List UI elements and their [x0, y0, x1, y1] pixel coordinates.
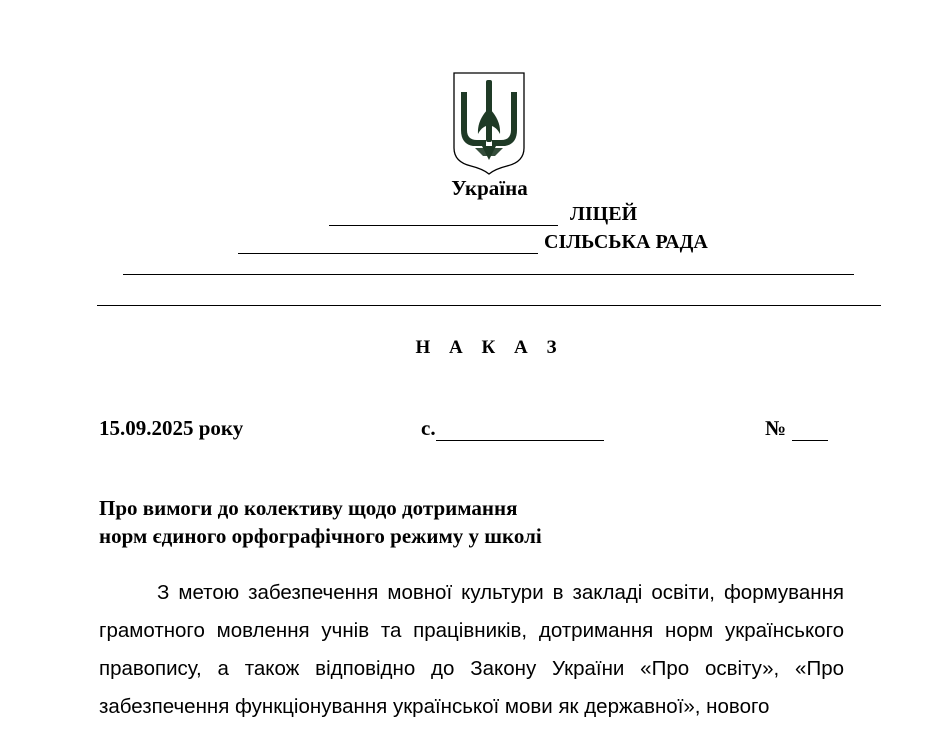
lyceum-label: ЛІЦЕЙ	[570, 203, 638, 225]
number-prefix: №	[765, 416, 787, 440]
order-body	[99, 574, 844, 726]
place-prefix: с.	[421, 416, 436, 440]
council-line	[238, 231, 708, 254]
coat-of-arms-icon	[451, 70, 527, 175]
country-name: Україна	[451, 176, 528, 200]
council-name-blank	[238, 235, 538, 254]
subject-line-2: норм єдиного орфографічного режиму у школі	[99, 524, 542, 548]
order-date: 15.09.2025 року	[99, 416, 244, 440]
subject-line-1: Про вимоги до колективу щодо дотримання	[99, 496, 518, 520]
header-rule-2	[97, 305, 881, 306]
order-number	[765, 416, 828, 441]
order-title: Н А К А З	[415, 337, 564, 358]
council-label: СІЛЬСЬКА РАДА	[544, 231, 708, 253]
lyceum-name-blank	[329, 207, 558, 226]
order-place	[421, 416, 604, 441]
header-rule-1	[123, 274, 854, 275]
number-blank	[792, 420, 828, 441]
body-paragraph: З метою забезпечення мовної культури в закладі освіти, формування грамотного мовлення учнів та працівників, дотримання норм українського правопису, а також відповідно до Закону України «Про освіту», «Про забезпечення функціонування української мови як державної», нового	[99, 581, 844, 718]
place-blank	[436, 420, 604, 441]
lyceum-line	[329, 203, 637, 226]
order-subject	[99, 494, 542, 550]
